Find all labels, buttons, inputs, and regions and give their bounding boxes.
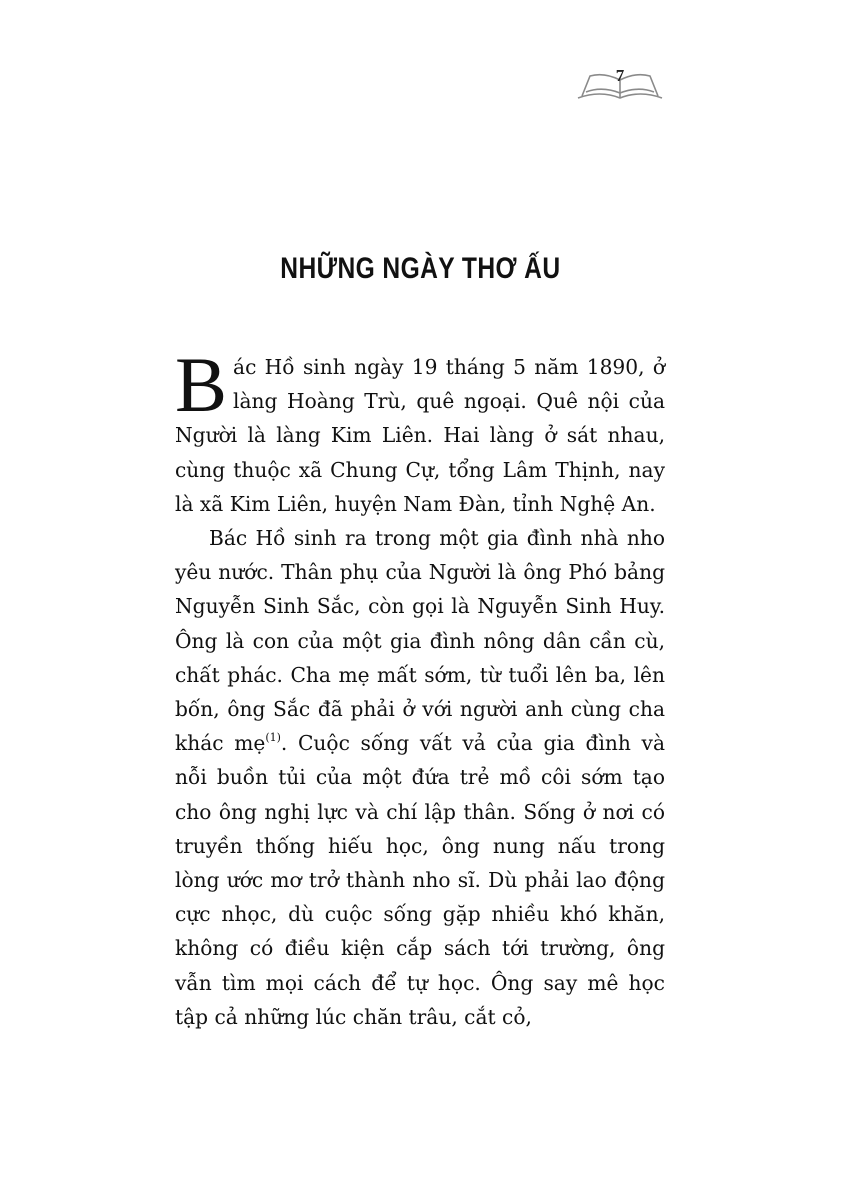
chapter-title: NHỮNG NGÀY THƠ ẤU — [280, 252, 561, 285]
page-header — [574, 62, 666, 102]
paragraph-1 — [175, 341, 665, 521]
paragraph-1-text: ác Hồ sinh ngày 19 tháng 5 năm 1890, ở làng Hoàng Trù, quê ngoại. Quê nội của Người là làng Kim Liên. Hai làng ở sát nhau, cùng thuộc xã Chung Cự, tổng Lâm Thịnh, nay là xã Kim Liên, huyện Nam Đàn, tỉnh Nghệ An. — [175, 355, 665, 516]
body-text — [175, 341, 665, 1034]
paragraph-2 — [175, 521, 665, 1034]
page-number: 7 — [615, 66, 625, 85]
paragraph-2-text-a: Bác Hồ sinh ra trong một gia đình nhà nho yêu nước. Thân phụ của Người là ông Phó bảng Nguyễn Sinh Sắc, còn gọi là Nguyễn Sinh Huy. Ông là con của một gia đình nông dân cần cù, chất phác. Cha mẹ mất sớm, từ tuổi lên ba, lên bốn, ông Sắc đã phải ở với người anh cùng cha khác mẹ — [175, 526, 665, 756]
footnote-marker[interactable]: (1) — [265, 731, 281, 745]
paragraph-2-text-b: . Cuộc sống vất vả của gia đình và nỗi buồn tủi của một đứa trẻ mồ côi sớm tạo cho ông nghị lực và chí lập thân. Sống ở nơi có truyền thống hiếu học, ông nung nấu trong lòng ước mơ trở thành nho sĩ. Dù phải lao động cực nhọc, dù cuộc sống gặp nhiều khó khăn, không có điều kiện cắp sách tới trường, ông vẫn tìm mọi cách để tự học. Ông say mê học tập cả những lúc chăn trâu, cắt cỏ, — [175, 731, 665, 1029]
drop-cap: B — [175, 341, 228, 428]
